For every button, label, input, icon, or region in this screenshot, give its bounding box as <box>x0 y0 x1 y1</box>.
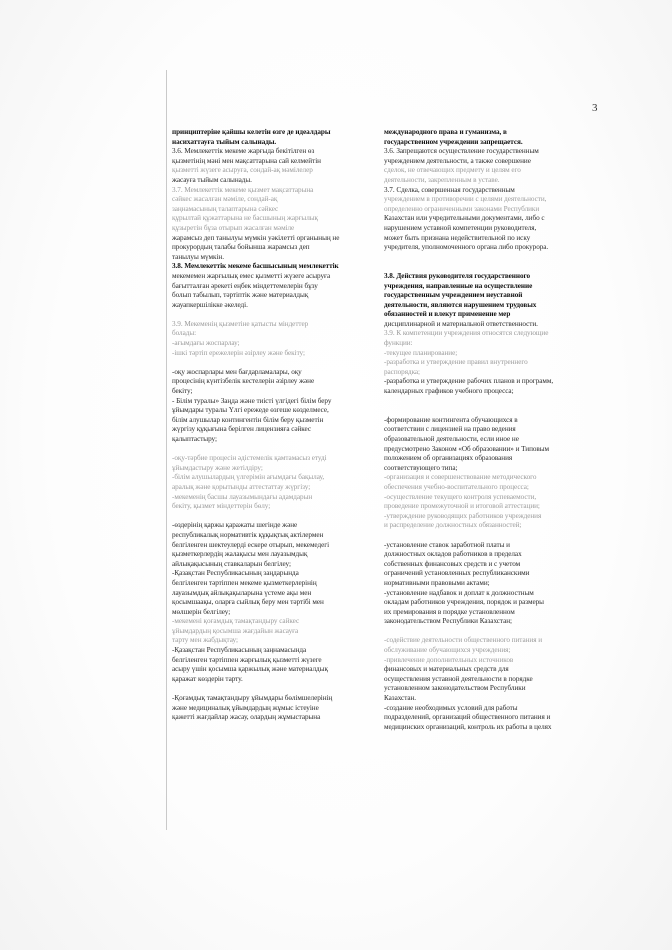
text-line: белгіленген тәртіппен мекеме қызметкерлерінің <box>172 578 317 587</box>
text-line: функции: <box>384 339 413 348</box>
page-fold-line <box>166 70 167 830</box>
text-line: -привлечение дополнительных источников <box>384 655 514 664</box>
text-line: календарных графиков учебного процесса; <box>384 387 514 396</box>
text-line: учреждения, направленные на осуществление <box>384 281 533 290</box>
text-line: болады: <box>172 329 197 338</box>
text-line: -мекеменің басшы лауазымындағы адамдарын <box>172 492 313 501</box>
text-line: қаражат көздерін тарту. <box>172 674 243 683</box>
text-line: асыру үшін қосымша қаржылық және материалдық <box>172 665 328 674</box>
text-line: аралық және қорытынды аттестаттау жүргізу; <box>172 482 311 491</box>
text-line: белгіленген шектеулерді ескере отырып, мекемедегі <box>172 540 330 549</box>
text-line: 3.7. Сделка, совершенная государственным <box>384 185 515 194</box>
text-line: сделок, не отвечающих предмету и целям его <box>384 166 521 175</box>
text-line: болып табылып, тәртіптік және материалдық <box>172 291 309 300</box>
text-line: республикалық нормативтік құқықтық актілермен <box>172 530 324 539</box>
text-line: законодательством Республики Казахстан; <box>384 617 512 626</box>
page-number: 3 <box>592 102 598 114</box>
text-line: может быть признана недействительной по иску <box>384 233 531 242</box>
text-line: -разработка и утверждение правил внутреннего <box>384 358 528 367</box>
text-line: танылуы мүмкін. <box>172 252 224 261</box>
text-line: Казахстан или учредительными документами, либо с <box>384 214 545 223</box>
text-line: нормативными правовыми актами; <box>384 578 490 587</box>
text-line: международного права и гуманизма, в <box>384 128 507 136</box>
text-line: мөлшерін белгілеу; <box>172 607 231 616</box>
text-line: мекемемен жарғылық емес қызметті жүзеге асыруға <box>172 271 331 280</box>
text-line: 3.6. Запрещаются осуществление государственным <box>384 147 539 156</box>
text-line: -мекемені қоғамдық тамақтандыру сайкес <box>172 617 300 626</box>
text-line: распорядка; <box>384 367 420 376</box>
paragraph-gap <box>384 531 598 541</box>
text-line: собственных финансовых средств и с учетом <box>384 559 521 568</box>
text-line: дисциплинарной и материальной ответственности. <box>384 319 538 328</box>
text-line: 3.6. Мемлекеттік мекеме жарғыда бекітілген өз <box>172 147 315 156</box>
text-line: айлықақысының ставкаларын белгілеу; <box>172 559 291 568</box>
text-line: государственном учреждении запрещается. <box>384 137 523 146</box>
text-line: -білім алушылардың үлгерімін ағымдағы бақылау, <box>172 473 325 482</box>
text-line: учреждением в противоречии с целями деятельности, <box>384 195 547 204</box>
text-line: осуществления уставной деятельности в порядке <box>384 674 533 683</box>
text-line: учредителя, уполномоченного органа либо прокурора. <box>384 243 549 252</box>
text-line: соответствующего типа; <box>384 463 458 472</box>
text-line: -Қазақстан Республикасының заңдарында <box>172 569 299 578</box>
text-line: -текущее планирование; <box>384 348 458 357</box>
text-line: -осуществление текущего контроля успеваемости, <box>384 492 537 501</box>
text-line: -өздерінің қаржы қаражаты шегінде және <box>172 521 298 530</box>
kazakh-text-column <box>172 128 370 723</box>
paragraph-gap <box>384 253 598 263</box>
text-line: жарамсыз деп танылуы мүмкін уәкілетті органының не <box>172 233 340 242</box>
text-line: бағытталған әрекеті еңбек міндеттемелерін бұзу <box>172 281 318 290</box>
text-line: -создание необходимых условий для работы <box>384 703 518 712</box>
text-line: жауапкершілікке әкеледі. <box>172 300 248 309</box>
text-line: образовательной деятельности, если иное не <box>384 435 519 443</box>
text-line: қажетті жағдайлар жасау, олардың жұмыстарына <box>172 713 321 722</box>
text-line: -установление ставок заработной платы и <box>384 540 510 549</box>
paragraph-gap <box>384 406 598 416</box>
text-line: обязанностей и влекут применение мер <box>384 310 511 319</box>
text-line: их премирования в порядке установленном <box>384 607 515 616</box>
text-line: деятельности, являются нарушением трудовых <box>384 300 537 309</box>
text-line: принциптеріне қайшы келетін өзге де идеалдары <box>172 128 331 136</box>
text-line: медицинских организаций, контроль их работы в целях <box>384 722 552 731</box>
text-line: предусмотрено Законом «Об образовании» и Типовым <box>384 444 550 453</box>
text-line: жүргізу құқығына берілген лицензияға сәйкес <box>172 425 312 434</box>
text-line: положением об организациях образования <box>384 454 513 463</box>
text-line: және медициналық ұйымдардың жұмыс істеуіне <box>172 703 319 712</box>
text-line: Казахстан. <box>384 694 417 703</box>
text-line: бекіту; <box>172 387 193 396</box>
paragraph-gap <box>172 358 370 368</box>
text-line: сәйкес жасалған мәміле, сондай-ақ <box>172 195 278 204</box>
text-line: 3.8. Мемлекеттік мекеме басшысының мемлекеттік <box>172 262 339 271</box>
text-line: -разработка и утверждение рабочих планов и программ, <box>384 377 554 386</box>
paragraph-gap <box>172 445 370 455</box>
paragraph-gap <box>172 684 370 694</box>
text-line: белгіленген тәртіппен жарғылық қызметті жүзеге <box>172 655 322 664</box>
text-line: -оқу-тәрбие процесін әдістемелік қамтамасыз етуді <box>172 454 327 463</box>
paragraph-gap <box>172 512 370 522</box>
text-line: -Қазақстан Республикасының заңнамасында <box>172 646 307 655</box>
text-line: заңнамасының талаптарына сәйкес <box>172 204 279 213</box>
text-line: нарушением уставной компетенции руководителя, <box>384 223 537 232</box>
text-line: қызметінің мәні мен мақсаттарына сай келмейтін <box>172 156 321 165</box>
text-line: -содействие деятельности общественного питания и <box>384 636 542 645</box>
text-line: обслуживание обучающихся учреждения; <box>384 646 511 655</box>
text-line: -организация и совершенствование методического <box>384 473 537 482</box>
text-line: учреждением деятельности, а также совершение <box>384 156 531 165</box>
text-line: ұйымдары туралы Үлгі ережеде өзгеше көзделмесе, <box>172 406 329 415</box>
text-line: должностных окладов работников в пределах <box>384 550 522 559</box>
text-line: қызметті жүзеге асыруға, сондай-ақ мәмілелер <box>172 166 313 175</box>
text-line: қызметкерлердің жалақысы мен лауазымдық <box>172 550 308 559</box>
text-line: государственным учреждением неуставной <box>384 291 523 300</box>
text-line: жасауға тыйым салынады. <box>172 175 252 184</box>
text-line: насихаттауға тыйым салынады. <box>172 137 277 146</box>
text-line: -формирование контингента обучающихся в <box>384 415 518 424</box>
text-line: установленном законодательством Республики <box>384 684 526 693</box>
text-line: лауазымдық айлықақыларына үстеме ақы мен <box>172 588 312 597</box>
text-line: -ішкі тәртіп ережелерін әзірлеу және бекіту; <box>172 348 305 357</box>
text-line: -Қоғамдық тамақтандыру ұйымдары бөлімшелерінің <box>172 694 333 703</box>
text-line: -установление надбавок и доплат к должностным <box>384 588 534 597</box>
text-line: қалыптастыру; <box>172 435 217 443</box>
text-line: білім алушылар контингентін білім беру қызметін <box>172 415 324 424</box>
paragraph-gap <box>384 627 598 637</box>
text-line: подразделений, организаций общественного питания и <box>384 713 551 722</box>
text-line: финансовых и материальных средств для <box>384 665 509 674</box>
text-line: прокурордың талабы бойынша жарамсыз деп <box>172 243 310 252</box>
text-line: қосымшаақы, оларға сыйлық беру мен тәртібі мен <box>172 598 324 607</box>
text-line: деятельности, закрепленным в уставе. <box>384 175 500 184</box>
text-line: определенно ограниченными законами Республики <box>384 204 540 213</box>
text-line: құрылтай құжаттарына не басшының жарғылық <box>172 214 318 223</box>
text-line: ограничений установленных республиканскими <box>384 569 530 578</box>
text-line: процесінің күнтізбелік кестелерін әзірлеу және <box>172 377 315 386</box>
text-line: проведение промежуточной и итоговой аттестации; <box>384 502 540 511</box>
text-line: 3.8. Действия руководителя государственного <box>384 271 531 280</box>
text-line: и распределение должностных обязанностей; <box>384 521 522 530</box>
text-line: -утверждение руководящих работников учреждения <box>384 511 542 520</box>
text-line: соответствии с лицензией на право ведения <box>384 425 516 434</box>
text-line: тарту мен жабдықтау; <box>172 636 238 645</box>
text-line: ұйымдардың қосымша жағдайын жасауға <box>172 626 299 635</box>
text-line: ұйымдастыру және жетілдіру; <box>172 463 263 472</box>
text-line: 3.9. Мекеменің қызметіне қатысты міндеттер <box>172 319 309 328</box>
text-line: окладам работников учреждения, порядок и размеры <box>384 598 544 607</box>
text-line: обеспечения учебно-воспитательного процесса; <box>384 482 529 491</box>
text-line: 3.7. Мемлекеттік мекеме қызмет мақсаттарына <box>172 185 314 194</box>
paragraph-gap <box>172 310 370 320</box>
paragraph-gap <box>384 397 598 407</box>
text-line: -ағымдағы жоспарлау; <box>172 339 240 348</box>
text-line: 3.9. К компетенции учреждения относятся следующие <box>384 329 549 338</box>
russian-text-column <box>384 128 598 732</box>
paragraph-gap <box>384 262 598 272</box>
text-line: - Білім туралы» Заңда және тиісті үлгідегі білім беру <box>172 396 332 405</box>
text-line: бекіту, қызмет міндеттерін бөлу; <box>172 502 271 511</box>
text-line: -оқу жоспарлары мен бағдарламалары, оқу <box>172 367 302 376</box>
text-line: құзыретін бұза отырып жасалған мәміле <box>172 223 295 232</box>
